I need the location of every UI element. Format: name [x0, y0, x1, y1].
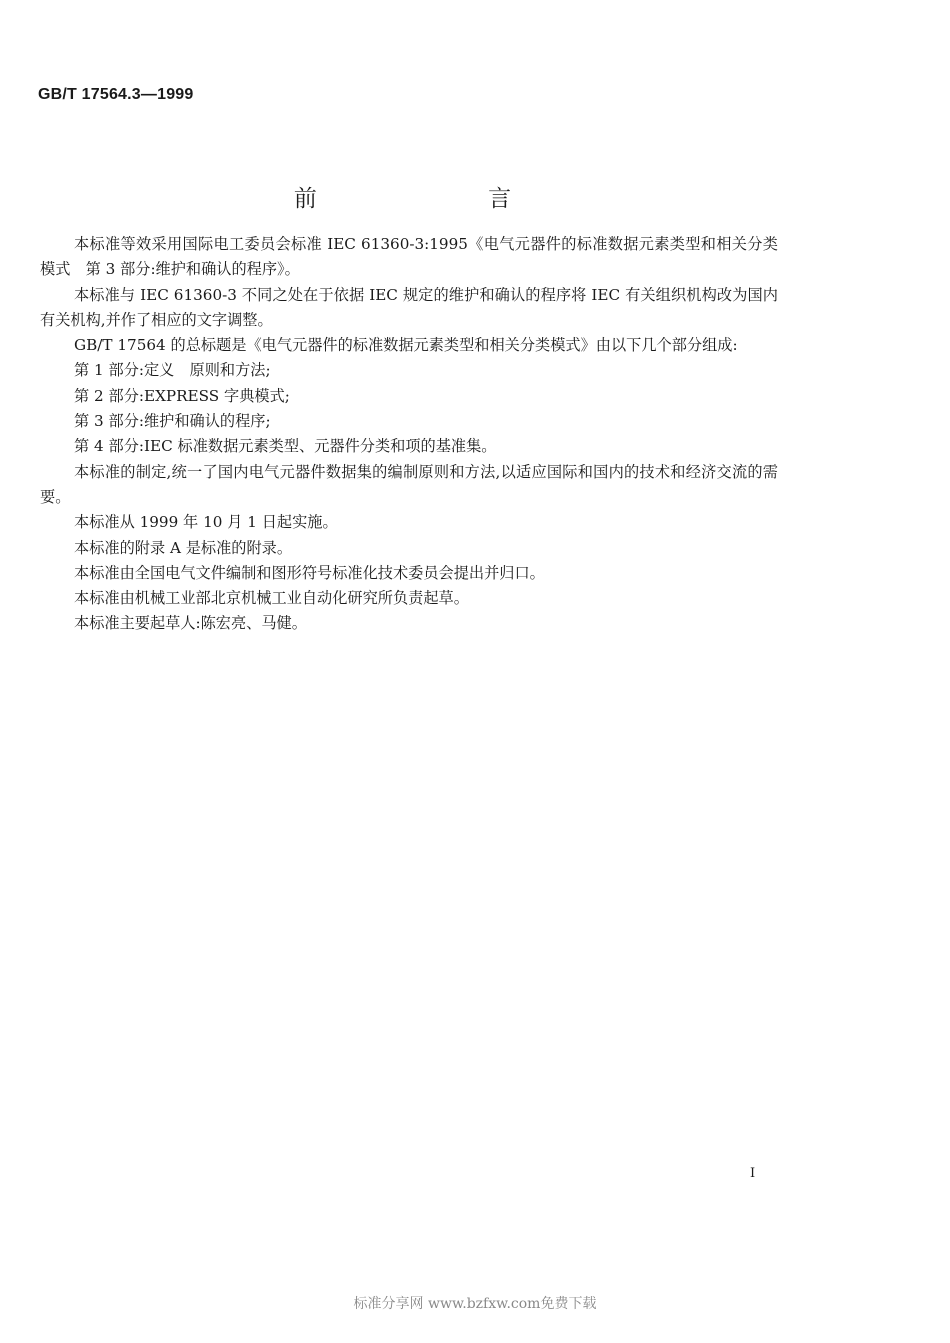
paragraph-proposer: 本标准由全国电气文件编制和图形符号标准化技术委员会提出并归口。 [74, 563, 545, 582]
paragraph-drafters: 本标准主要起草人:陈宏亮、马健。 [74, 614, 307, 633]
standard-code: GB/T 17564.3—1999 [38, 86, 194, 103]
list-item-part-2: 第 2 部分:EXPRESS 字典模式; [74, 386, 290, 405]
paragraph-effective-date: 本标准从 1999 年 10 月 1 日起实施。 [74, 513, 338, 532]
foreword-body [40, 232, 778, 637]
page-title: 前 言 [293, 186, 594, 212]
list-item-part-4: 第 4 部分:IEC 标准数据元素类型、元器件分类和项的基准集。 [74, 437, 497, 456]
paragraph-annex: 本标准的附录 A 是标准的附录。 [74, 538, 293, 557]
footer-watermark: 标准分享网 www.bzfxw.com免费下载 [353, 1296, 597, 1312]
paragraph-differences: 本标准与 IEC 61360-3 不同之处在于依据 IEC 规定的维护和确认的程序将 IEC 有关组织机构改为国内有关机构,并作了相应的文字调整。 [40, 285, 778, 329]
page-number: I [750, 1166, 756, 1181]
paragraph-purpose: 本标准的制定,统一了国内电气元器件数据集的编制原则和方法,以适应国际和国内的技术和经济交流的需要。 [40, 462, 778, 506]
list-item-part-3: 第 3 部分:维护和确认的程序; [74, 412, 271, 431]
list-item-part-1: 第 1 部分:定义 原则和方法; [74, 361, 271, 380]
paragraph-general-title: GB/T 17564 的总标题是《电气元器件的标准数据元素类型和相关分类模式》由以下几个部分组成: [74, 336, 738, 355]
paragraph-drafting-unit: 本标准由机械工业部北京机械工业自动化研究所负责起草。 [74, 589, 469, 608]
paragraph-adoption: 本标准等效采用国际电工委员会标准 IEC 61360-3:1995《电气元器件的标准数据元素类型和相关分类模式 第 3 部分:维护和确认的程序》。 [40, 235, 778, 279]
